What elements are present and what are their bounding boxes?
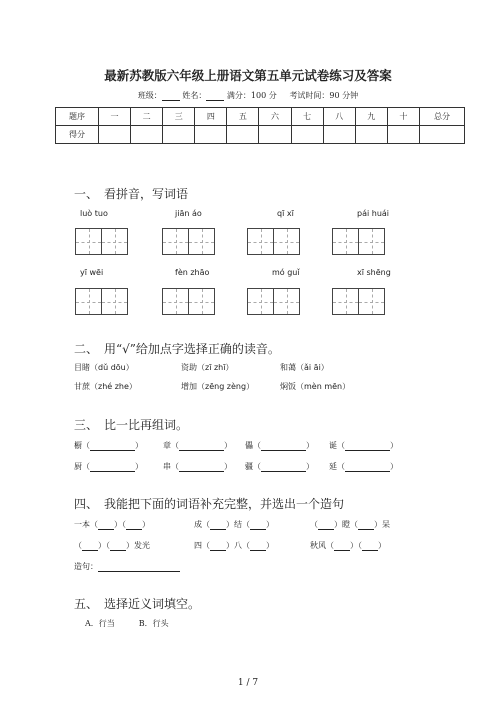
answer-blank[interactable] [250, 521, 266, 530]
sentence-line [74, 561, 180, 572]
document-title: 最新苏教版六年级上册语文第五单元试卷练习及答案 [104, 68, 392, 83]
score-header-cell: 十 [387, 108, 419, 126]
answer-blank[interactable] [261, 463, 306, 472]
exam-time: 考试时间：90 分钟 [289, 91, 359, 100]
idiom-text: ）发光 [126, 541, 150, 550]
score-cell[interactable] [259, 126, 291, 144]
idiom-text: 一本（ [74, 520, 98, 529]
sentence-blank[interactable] [98, 563, 180, 572]
idiom-item [194, 519, 274, 530]
idiom-item [74, 519, 150, 530]
name-blank [206, 92, 224, 101]
word: 资助 [181, 363, 197, 372]
grid-cell[interactable] [162, 288, 189, 315]
reading-item [181, 362, 233, 373]
grid-cell[interactable] [188, 228, 215, 255]
section-5-title: 五、 选择近义词填空。 [74, 597, 201, 611]
score-header-cell: 四 [195, 108, 227, 126]
idiom-text: ） [378, 541, 386, 550]
idiom-text: ）呆 [374, 520, 390, 529]
score-cell[interactable] [131, 126, 163, 144]
score-cell[interactable] [355, 126, 387, 144]
char: 章 [163, 441, 171, 450]
word: 目睹 [74, 363, 90, 372]
score-cell[interactable] [195, 126, 227, 144]
word: 焖饭 [280, 382, 296, 391]
answer-blank[interactable] [345, 442, 390, 451]
pinyin-label: jiān áo [175, 209, 202, 218]
pinyin-label: fèn zhāo [175, 268, 210, 277]
score-table-score-row [56, 126, 465, 144]
sentence-label: 造句： [74, 562, 98, 571]
idiom-text: ） [266, 520, 274, 529]
compare-item: 儡（ ） [245, 441, 314, 450]
idiom-text: ）（ [98, 541, 110, 550]
pinyin-label: xī shēng [357, 268, 391, 277]
reading-item [280, 381, 350, 392]
reading-item [74, 362, 134, 373]
answer-blank[interactable] [90, 463, 135, 472]
reading-options[interactable]: （ǎi āi） [296, 363, 329, 372]
char: 诞 [329, 441, 337, 450]
word: 甘蔗 [74, 382, 90, 391]
char: 串 [163, 462, 171, 471]
score-table-header-row [56, 108, 465, 126]
char: 疆 [245, 462, 253, 471]
pinyin-label: luò tuo [80, 209, 108, 218]
answer-blank[interactable] [250, 542, 266, 551]
idiom-text: 秋风（ [310, 541, 334, 550]
class-label: 班级： [137, 91, 162, 100]
score-header-cell: 九 [355, 108, 387, 126]
score-header-cell: 一 [99, 108, 131, 126]
pinyin-label: yī wēi [80, 268, 104, 277]
idiom-text: 四（ [194, 541, 210, 550]
grid-cell[interactable] [101, 228, 128, 255]
reading-item [280, 362, 329, 373]
score-cell[interactable] [323, 126, 355, 144]
grid-cell[interactable] [75, 228, 102, 255]
score-cell[interactable] [163, 126, 195, 144]
synonym-options: A．行当 B．行头 [85, 619, 169, 628]
score-header-cell: 题序 [56, 108, 99, 126]
grid-cell[interactable] [247, 228, 274, 255]
pinyin-label: pái huái [357, 209, 390, 218]
idiom-text: ）（ [114, 520, 126, 529]
idiom-text: ）瞪（ [334, 520, 358, 529]
reading-options[interactable]: （dǔ dōu） [90, 363, 134, 372]
section-2-title: 二、 用“√”给加点字选择正确的读音。 [74, 342, 280, 356]
pinyin-label: mó guǐ [272, 268, 300, 277]
grid-cell[interactable] [75, 288, 102, 315]
name-label: 姓名： [182, 91, 207, 100]
idiom-text: （ [74, 541, 82, 550]
grid-cell[interactable] [273, 288, 300, 315]
answer-blank[interactable] [110, 542, 126, 551]
section-3-title: 三、 比一比再组词。 [74, 418, 189, 432]
idiom-text: （ [310, 520, 318, 529]
idiom-item [74, 540, 150, 551]
score-header-cell: 七 [291, 108, 323, 126]
answer-blank[interactable] [90, 442, 135, 451]
score-table [55, 107, 465, 144]
answer-blank[interactable] [334, 542, 350, 551]
idiom-text: ）（ [350, 541, 362, 550]
grid-cell[interactable] [332, 228, 359, 255]
score-header-cell: 八 [323, 108, 355, 126]
compare-item: 诞（ ） [329, 441, 398, 450]
full-score: 满分：100 分 [226, 91, 277, 100]
score-cell[interactable] [291, 126, 323, 144]
score-header-cell: 五 [227, 108, 259, 126]
reading-options[interactable]: （zēng zèng） [197, 382, 255, 391]
answer-blank[interactable] [210, 542, 226, 551]
idiom-item [194, 540, 274, 551]
reading-options[interactable]: （mèn mēn） [296, 382, 351, 391]
answer-blank[interactable] [318, 521, 334, 530]
grid-cell[interactable] [358, 288, 385, 315]
answer-blank[interactable] [358, 521, 374, 530]
class-blank [162, 92, 180, 101]
grid-cell[interactable] [188, 288, 215, 315]
grid-cell[interactable] [273, 228, 300, 255]
idiom-text: 成（ [194, 520, 210, 529]
score-header-cell: 六 [259, 108, 291, 126]
grid-cell[interactable] [162, 228, 189, 255]
grid-cell[interactable] [101, 288, 128, 315]
answer-blank[interactable] [261, 442, 306, 451]
idiom-item [310, 540, 386, 551]
reading-options[interactable]: （zī zhī） [197, 363, 234, 372]
char: 橱 [74, 441, 82, 450]
grid-cell[interactable] [332, 288, 359, 315]
reading-options[interactable]: （zhé zhe） [90, 382, 137, 391]
answer-blank[interactable] [82, 542, 98, 551]
section-4-title: 四、 我能把下面的词语补充完整，并选出一个造句 [74, 497, 345, 511]
compare-item: 串（ ） [163, 462, 232, 471]
word: 和蔼 [280, 363, 296, 372]
char: 儡 [245, 441, 253, 450]
score-cell[interactable] [420, 126, 465, 144]
idiom-text: ） [142, 520, 150, 529]
compare-item: 延（ ） [329, 462, 398, 471]
score-header-cell: 总分 [420, 108, 465, 126]
answer-blank[interactable] [98, 521, 114, 530]
answer-blank[interactable] [126, 521, 142, 530]
answer-blank[interactable] [179, 442, 224, 451]
grid-cell[interactable] [358, 228, 385, 255]
score-cell[interactable] [99, 126, 131, 144]
score-cell[interactable] [387, 126, 419, 144]
page-number: 1 / 7 [237, 678, 259, 688]
char: 厨 [74, 462, 82, 471]
idiom-text: ） [266, 541, 274, 550]
reading-item [181, 381, 254, 392]
section-1-title: 一、 看拼音，写词语 [74, 187, 189, 201]
idiom-text: ）结（ [226, 520, 250, 529]
reading-item [74, 381, 137, 392]
answer-blank[interactable] [345, 463, 390, 472]
answer-blank[interactable] [179, 463, 224, 472]
compare-item: 橱（ ） [74, 441, 143, 450]
compare-item: 疆（ ） [245, 462, 314, 471]
answer-blank[interactable] [362, 542, 378, 551]
grid-cell[interactable] [247, 288, 274, 315]
answer-blank[interactable] [210, 521, 226, 530]
exam-info-line [0, 90, 496, 101]
score-cell[interactable] [227, 126, 259, 144]
score-row-label: 得分 [56, 126, 99, 144]
score-header-cell: 二 [131, 108, 163, 126]
idiom-text: ）八（ [226, 541, 250, 550]
compare-item: 厨（ ） [74, 462, 143, 471]
char: 延 [329, 462, 337, 471]
score-header-cell: 三 [163, 108, 195, 126]
idiom-item [310, 519, 390, 530]
pinyin-label: qī xī [277, 209, 294, 218]
compare-item: 章（ ） [163, 441, 232, 450]
word: 增加 [181, 382, 197, 391]
